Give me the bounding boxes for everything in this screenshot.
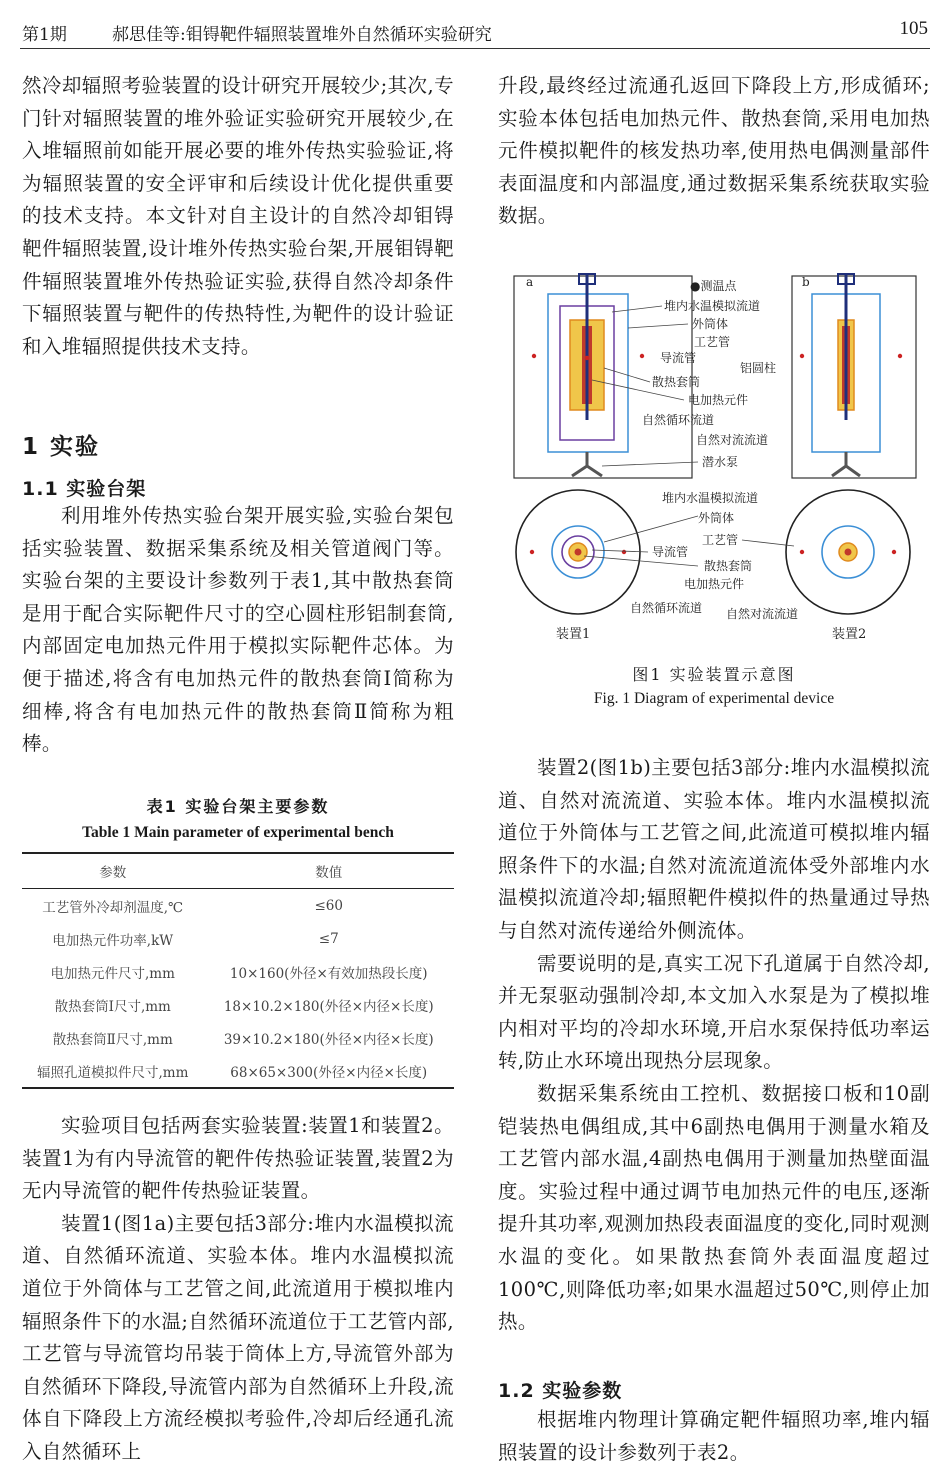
pump-b [832, 452, 860, 476]
label-b-heater: 电加热元件 [684, 577, 745, 591]
section-1-1-heading: 1.1 实验台架 [22, 478, 147, 500]
table-cell-param: 电加热元件尺寸,mm [50, 965, 175, 982]
table-row [22, 922, 454, 955]
label-guide-tube: 导流管 [660, 351, 697, 365]
figure1-caption-en: Fig. 1 Diagram of experimental device [593, 690, 835, 707]
intro-paragraph: 然冷却辐照考验装置的设计研究开展较少;其次,专门针对辐照装置的堆外验证实验研究开展较少,在入堆辐照前如能开展必要的堆外传热实验验证,将为辐照装置的安全评审和后续设计优化提供重要的技术支持。本文针对自主设计的自然冷却钼锝靶件辐照装置,设计堆外传热实验台架,开展钼锝靶件辐照装置堆外传热验证实验,获得自然冷却条件下辐照装置与靶件的传热特性,为靶件的设计验证和入堆辐照提供技术支持。 [22, 74, 454, 358]
daq-paragraph: 数据采集系统由工控机、数据接口板和10副铠装热电偶组成,其中6副热电偶用于测量水箱及工艺管内部水温,4副热电偶用于测量加热壁面温度。实验过程中通过调节电加热元件的电压,逐渐提升其功率,观测加热段表面温度的变化,同时观测水温的变化。如果散热套筒外表面温度超过100℃,则降低功率;如果水温超过50℃,则停止加热。 [498, 1081, 930, 1334]
label-b-sleeve: 散热套筒 [704, 559, 753, 573]
table-row [22, 955, 454, 988]
table-cell-param: 电加热元件功率,kW [52, 932, 174, 949]
leader-line [612, 306, 662, 312]
label-nat-circ: 自然循环流道 [642, 413, 715, 427]
measure-point-icon [532, 354, 536, 358]
label-b-outer-shell: 外筒体 [698, 511, 735, 525]
params-text [498, 1404, 930, 1469]
table-header-row [22, 853, 454, 889]
label-sleeve: 散热套筒 [652, 375, 701, 389]
label-measure-point: ●测温点 [690, 279, 737, 293]
label-pump: 潜水泵 [702, 455, 739, 469]
running-title: 郝思佳等:钼锝靶件辐照装置堆外自然循环实验研究 [112, 25, 492, 45]
device1-paragraph: 装置1(图1a)主要包括3部分:堆内水温模拟流道、自然循环流道、实验本体。堆内水温模拟流道位于外筒体与工艺管之间,此流道用于模拟堆内辐照条件下的水温;自然循环流道位于工艺管内部,工艺管与导流管均吊装于筒体上方,导流管外部为自然循环下降段,导流管内部为自然循环上升段,流体自下降段上方流经模拟考验件,冷却后经通孔流入自然循环上 [22, 1211, 454, 1463]
leader-line [602, 462, 698, 466]
device-text [22, 1110, 454, 1469]
pump-a [572, 452, 602, 476]
left-column [22, 70, 454, 363]
issue-number: 第1期 [22, 25, 67, 45]
measure-point-icon [530, 550, 534, 554]
panel-a-label: a [526, 275, 534, 289]
section-1-2-heading: 1.2 实验参数 [498, 1380, 623, 1402]
table-cell-value: 68×65×300(外径×内径×长度) [203, 1054, 454, 1088]
right-top-paragraph: 升段,最终经过流通孔返回下降段上方,形成循环;实验本体包括电加热元件、散热套筒,采用电加热元件模拟靶件的核发热功率,使用热电偶测量部件表面温度和内部温度,通过数据采集系统获取实验数据。 [498, 74, 930, 228]
table-header-param: 参数 [22, 853, 203, 889]
table-cell-param: 散热套筒Ⅰ尺寸,mm [54, 998, 171, 1015]
bench-text [22, 500, 454, 761]
label-process-tube: 工艺管 [694, 335, 731, 349]
heater-circle-a [575, 549, 582, 556]
label-al-cylinder: 铝圆柱 [740, 361, 777, 375]
label-nat-conv: 自然对流流道 [696, 433, 769, 447]
table1-caption-zh: 表1 实验台架主要参数 [146, 797, 330, 816]
measure-point-icon [800, 550, 804, 554]
leader-line [604, 516, 698, 542]
heater-circle-b [845, 549, 852, 556]
device1-label: 装置1 [556, 627, 591, 642]
device2-label: 装置2 [832, 627, 867, 642]
measure-point-icon [898, 354, 902, 358]
leader-line [604, 368, 650, 382]
label-b-sim-channel: 堆内水温模拟流道 [662, 491, 759, 505]
label-heater: 电加热元件 [688, 393, 749, 407]
table-header-value: 数值 [203, 853, 454, 889]
measure-point-icon [800, 354, 804, 358]
device-paragraph: 实验项目包括两套实验装置:装置1和装置2。装置1为有内导流管的靶件传热验证装置,装置2为无内导流管的靶件传热验证装置。 [22, 1114, 454, 1203]
table-cell-value: 10×160(外径×有效加热段长度) [229, 965, 428, 982]
table-cell-value: 39×10.2×180(外径×内径×长度) [223, 1031, 434, 1048]
label-outer-shell: 外筒体 [692, 317, 729, 331]
pump-paragraph: 需要说明的是,真实工况下孔道属于自然冷却,并无泵驱动强制冷却,本文加入水泵是为了模拟堆内相对平均的冷却水环境,开启水泵保持低功率运转,防止水环境出现热分层现象。 [498, 951, 930, 1073]
measure-point-icon [892, 550, 896, 554]
figure1-caption-zh: 图1 实验装置示意图 [632, 665, 796, 684]
label-b-process-tube: 工艺管 [702, 533, 739, 547]
device2-paragraph: 装置2(图1b)主要包括3部分:堆内水温模拟流道、自然对流流道、实验本体。堆内水温模拟流道位于外筒体与工艺管之间,此流道可模拟堆内辐照条件下的水温;自然对流流道流体受外部堆内水温模拟流道冷却;辐照靶件模拟件的热量通过导热与自然对流传递给外侧流体。 [498, 756, 930, 942]
measure-point-icon [585, 356, 589, 360]
label-b-guide-tube: 导流管 [652, 545, 689, 559]
figure-1-diagram [512, 270, 918, 642]
table-row [22, 1021, 454, 1054]
table1 [22, 852, 454, 1089]
table-row [22, 1054, 454, 1088]
table-cell-param: 辐照孔道模拟件尺寸,mm [22, 1054, 203, 1088]
table-cell-param: 工艺管外冷却剂温度,℃ [42, 899, 184, 916]
label-sim-channel: 堆内水温模拟流道 [664, 299, 761, 313]
leader-line [628, 324, 688, 328]
table-cell-value: 18×10.2×180(外径×内径×长度) [223, 998, 434, 1015]
measure-point-icon [622, 550, 626, 554]
right-column-top [498, 70, 930, 233]
panel-b-label: b [802, 275, 810, 289]
table-cell-value: ≤60 [314, 897, 343, 914]
table-row [22, 889, 454, 923]
table1-caption-en: Table 1 Main parameter of experimental bench [82, 824, 394, 841]
table-cell-value: ≤7 [318, 930, 339, 947]
page-number: 105 [899, 18, 928, 39]
table-row [22, 988, 454, 1021]
right-column-bottom [498, 752, 930, 1339]
page-header [20, 14, 930, 49]
label-b-nat-circ: 自然循环流道 [630, 601, 703, 615]
section-1-heading: 1 实验 [22, 434, 101, 460]
label-b-nat-conv: 自然对流流道 [726, 607, 799, 621]
bench-paragraph: 利用堆外传热实验台架开展实验,实验台架包括实验装置、数据采集系统及相关管道阀门等。实验台架的主要设计参数列于表1,其中散热套筒是用于配合实际靶件尺寸的空心圆柱形铝制套筒,内部固定电加热元件用于模拟实际靶件芯体。为便于描述,将含有电加热元件的散热套筒Ⅰ简称为细棒,将含有电加热元件的散热套筒Ⅱ简称为粗棒。 [22, 504, 454, 756]
params-paragraph: 根据堆内物理计算确定靶件辐照功率,堆内辐照装置的设计参数列于表2。 [498, 1408, 930, 1464]
table-cell-param: 散热套筒Ⅱ尺寸,mm [52, 1031, 173, 1048]
measure-point-icon [640, 354, 644, 358]
